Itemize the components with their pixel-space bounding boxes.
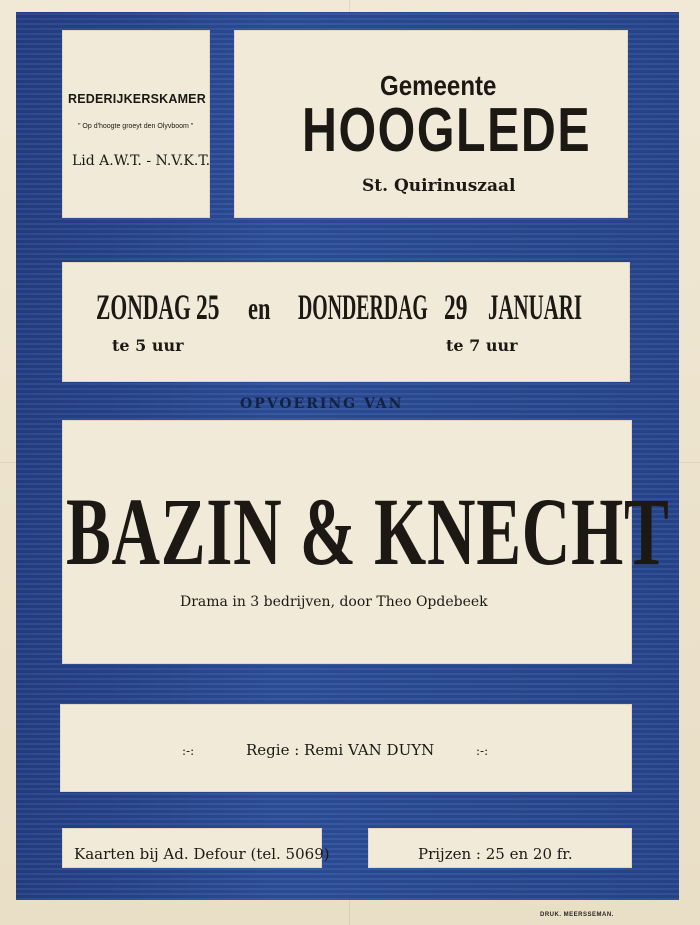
municipality-label: Gemeente: [380, 70, 497, 101]
prices-text: Prijzen : 25 en 20 fr.: [418, 845, 573, 863]
ornament-right: :-:: [476, 744, 489, 758]
dates-conjunction: en: [248, 290, 271, 326]
town-name: HOOGLEDE: [302, 96, 592, 165]
day2-number: 29: [444, 287, 468, 327]
time1: te 5 uur: [112, 336, 184, 355]
day1-name: ZONDAG: [96, 287, 191, 327]
society-motto: " Op d'hoogte groeyt den Olyvboom ": [78, 123, 194, 130]
play-title: BAZIN & KNECHT: [66, 478, 670, 585]
play-subtitle: Drama in 3 bedrijven, door Theo Opdebeek: [180, 594, 488, 610]
month-name: JANUARI: [488, 287, 582, 327]
ornament-left: :-:: [182, 744, 195, 758]
day2-name: DONDERDAG: [298, 287, 428, 327]
day1-number: 25: [196, 287, 220, 327]
time2: te 7 uur: [446, 336, 518, 355]
society-name: REDERIJKERSKAMER: [68, 92, 206, 106]
society-membership: Lid A.W.T. - N.V.K.T.: [72, 153, 211, 169]
printer-credit: DRUK. MEERSSEMAN.: [540, 912, 614, 918]
performance-label: OPVOERING VAN: [240, 396, 404, 412]
direction-text: Regie : Remi VAN DUYN: [246, 741, 435, 759]
hall-name: St. Quirinuszaal: [362, 176, 516, 196]
tickets-text: Kaarten bij Ad. Defour (tel. 5069): [74, 845, 330, 863]
